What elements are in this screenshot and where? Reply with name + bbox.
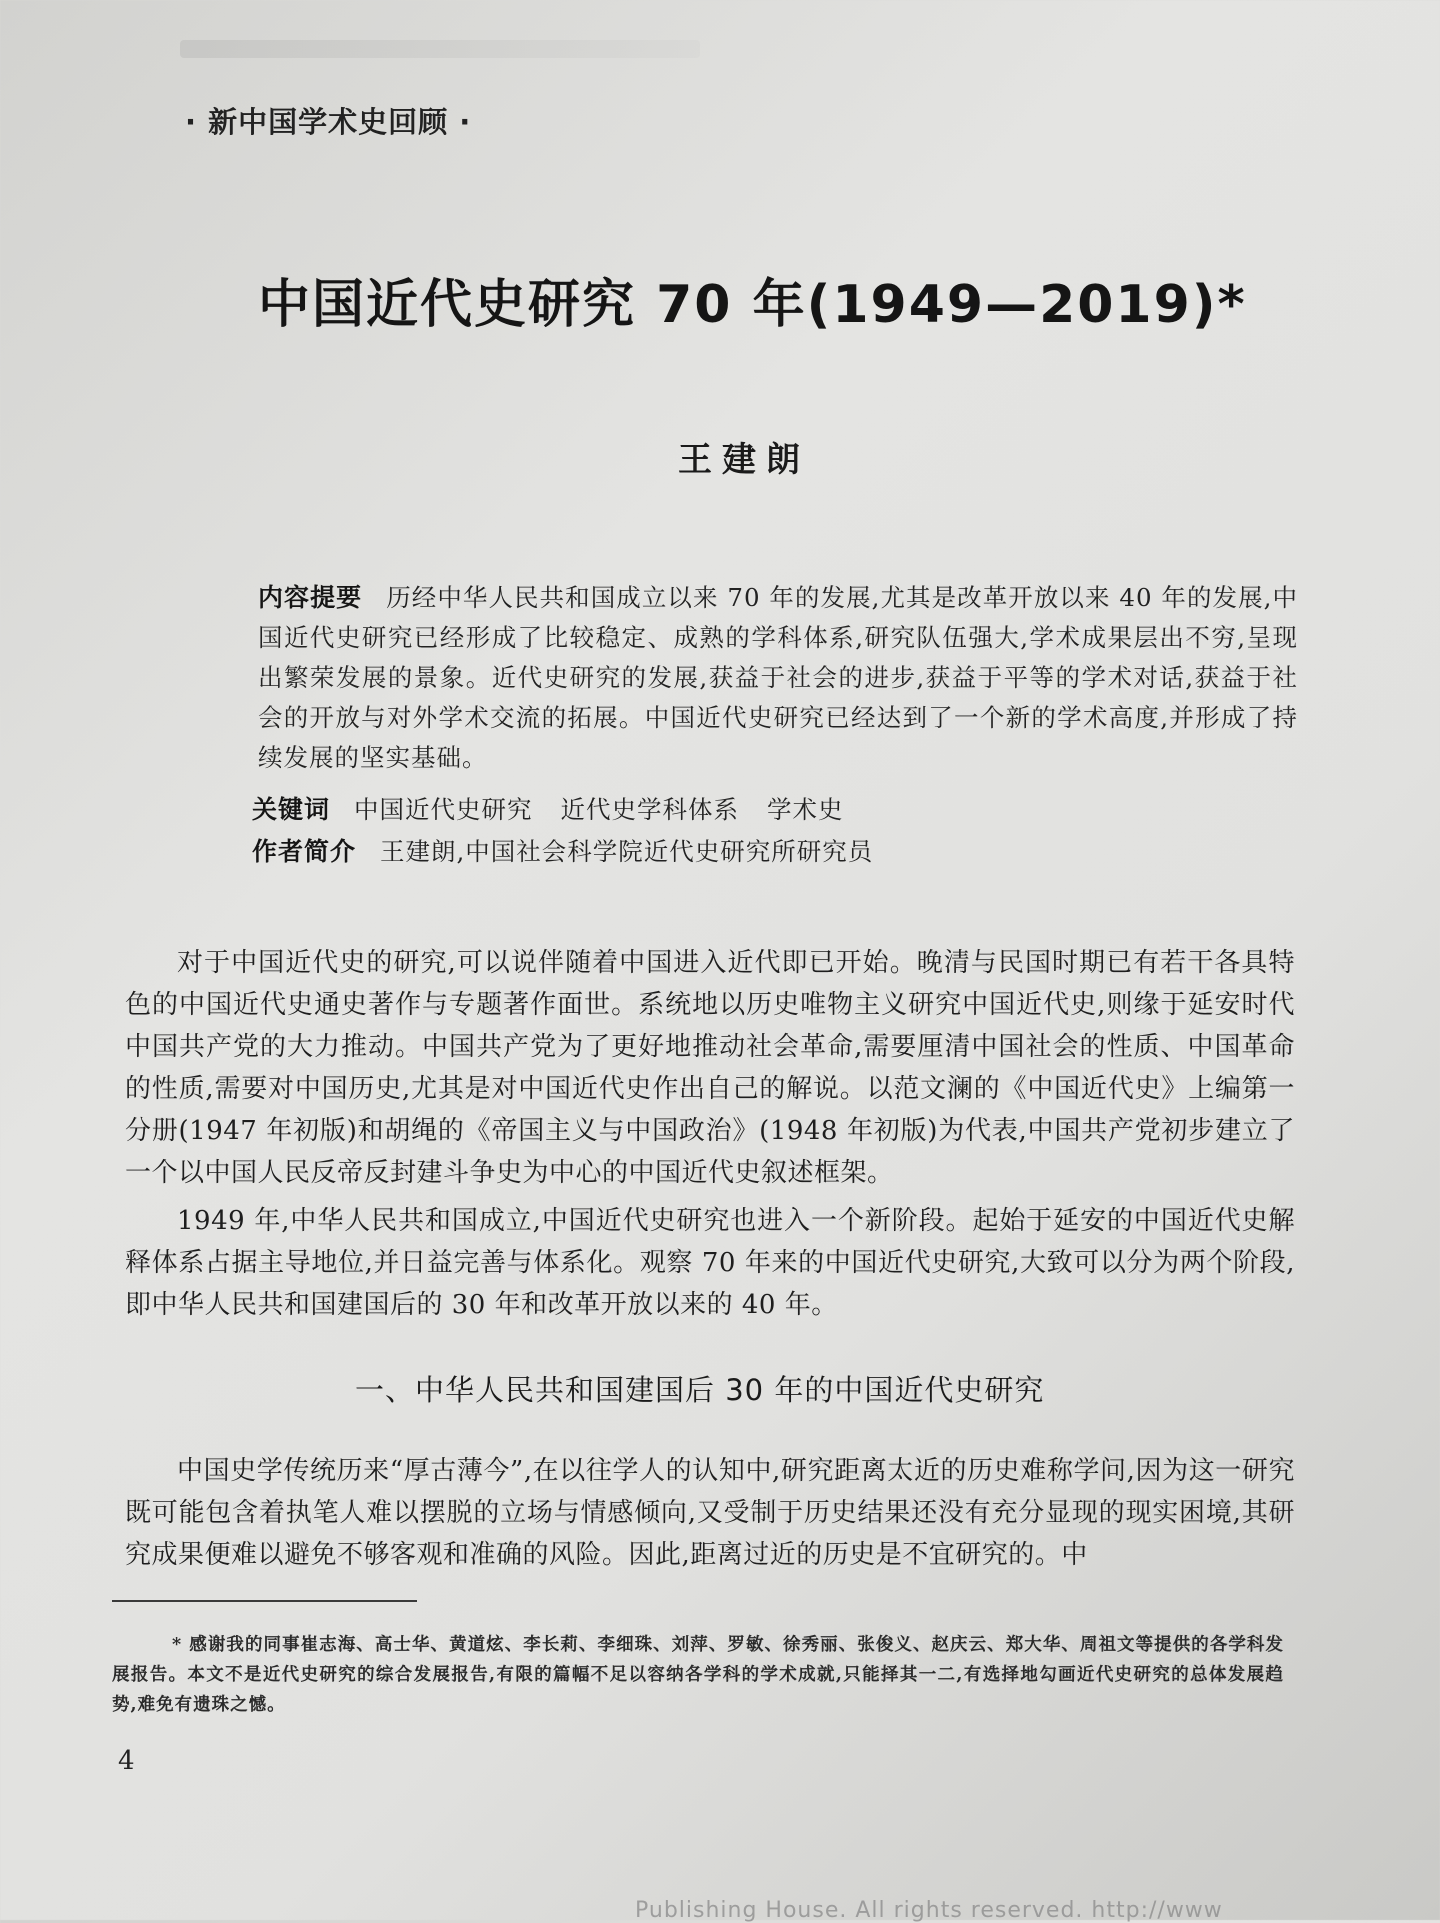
keyword-item: 学术史 (767, 795, 844, 824)
author-bio-text: 王建朗,中国社会科学院近代史研究所研究员 (380, 837, 874, 866)
abstract-block (258, 578, 1298, 778)
keywords-label: 关键词 (252, 795, 331, 824)
section-tag: · 新中国学术史回顾 · (185, 105, 472, 139)
keywords-line (252, 790, 872, 826)
author-bio-line (252, 832, 873, 868)
section-heading: 一、中华人民共和国建国后 30 年的中国近代史研究 (355, 1373, 1045, 1407)
author-name: 王建朗 (678, 440, 810, 480)
keyword-item: 近代史学科体系 (560, 795, 740, 824)
body-paragraph: 中国史学传统历来“厚古薄今”,在以往学人的认知中,研究距离太近的历史难称学问,因为这一研究既可能包含着执笔人难以摆脱的立场与情感倾向,又受制于历史结果还没有充分显现的现实困境,其研究成果便难以避免不够客观和准确的风险。因此,距离过近的历史是不宜研究的。中 (125, 1456, 1295, 1570)
author-bio-label: 作者简介 (252, 837, 357, 866)
footnote-divider (112, 1600, 417, 1602)
article-title: 中国近代史研究 70 年(1949—2019)* (258, 275, 1247, 335)
bleed-through-text (180, 40, 700, 58)
page-number: 4 (118, 1746, 135, 1776)
body-paragraph: 1949 年,中华人民共和国成立,中国近代史研究也进入一个新阶段。起始于延安的中国近代史解释体系占据主导地位,并日益完善与体系化。观察 70 年来的中国近代史研究,大致可以分为两个阶段,即中华人民共和国建国后的 30 年和改革开放以来的 40 年。 (125, 1206, 1295, 1320)
footnote: * 感谢我的同事崔志海、高士华、黄道炫、李长莉、李细珠、刘萍、罗敏、徐秀丽、张俊义、赵庆云、郑大华、周祖文等提供的各学科发展报告。本文不是近代史研究的综合发展报告,有限的篇幅不足以容纳各学科的学术成就,只能择其一二,有选择地勾画近代史研究的总体发展趋势,难免有遗珠之憾。 (112, 1635, 1284, 1715)
abstract-label: 内容提要 (258, 583, 363, 612)
copyright-watermark: Publishing House. All rights reserved. http://www (635, 1898, 1223, 1923)
keyword-item: 中国近代史研究 (354, 795, 533, 824)
abstract-text: 历经中华人民共和国成立以来 70 年的发展,尤其是改革开放以来 40 年的发展,中国近代史研究已经形成了比较稳定、成熟的学科体系,研究队伍强大,学术成果层出不穷,呈现出繁荣发展的景象。近代史研究的发展,获益于社会的进步,获益于平等的学术对话,获益于社会的开放与对外学术交流的拓展。中国近代史研究已经达到了一个新的学术高度,并形成了持续发展的坚实基础。 (258, 583, 1298, 772)
body-paragraph: 对于中国近代史的研究,可以说伴随着中国进入近代即已开始。晚清与民国时期已有若干各具特色的中国近代史通史著作与专题著作面世。系统地以历史唯物主义研究中国近代史,则缘于延安时代中国共产党的大力推动。中国共产党为了更好地推动社会革命,需要厘清中国社会的性质、中国革命的性质,需要对中国历史,尤其是对中国近代史作出自己的解说。以范文澜的《中国近代史》上编第一分册(1947 年初版)和胡绳的《帝国主义与中国政治》(1948 年初版)为代表,中国共产党初步建立了一个以中国人民反帝反封建斗争史为中心的中国近代史叙述框架。 (125, 948, 1295, 1188)
